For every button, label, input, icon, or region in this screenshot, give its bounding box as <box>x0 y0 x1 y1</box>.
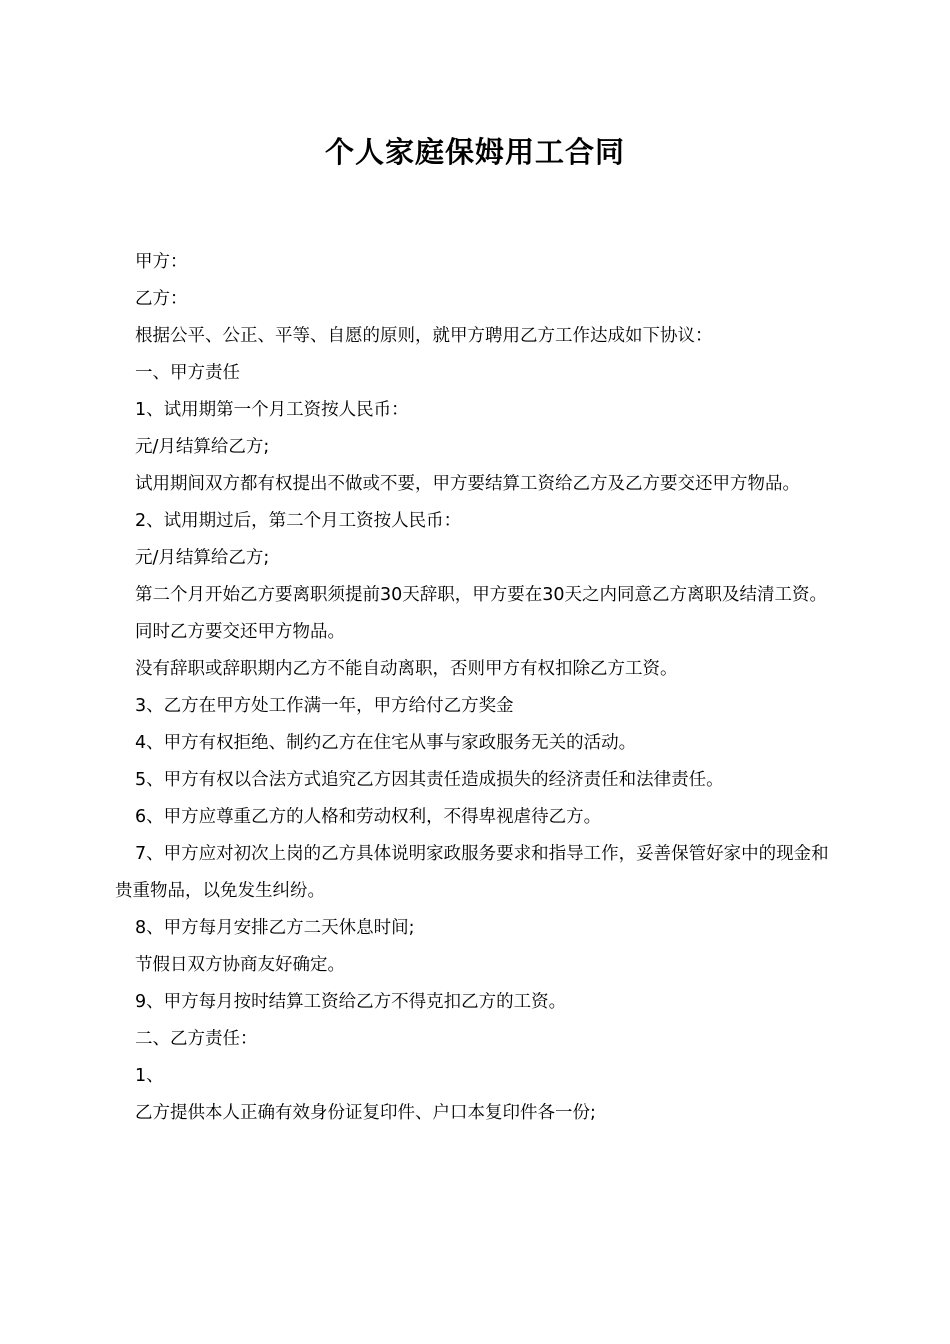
paragraph: 试用期间双方都有权提出不做或不要，甲方要结算工资给乙方及乙方要交还甲方物品。 <box>135 474 800 494</box>
paragraph: 同时乙方要交还甲方物品。 <box>135 622 345 642</box>
paragraph-party-b: 乙方： <box>135 289 188 309</box>
paragraph: 乙方提供本人正确有效身份证复印件、户口本复印件各一份; <box>135 1103 596 1123</box>
paragraph: 3、乙方在甲方处工作满一年，甲方给付乙方奖金 <box>135 696 514 716</box>
section-heading-party-a-duties: 一、甲方责任 <box>135 363 240 383</box>
paragraph: 2、试用期过后，第二个月工资按人民币： <box>135 511 462 531</box>
paragraph: 第二个月开始乙方要离职须提前30天辞职，甲方要在30天之内同意乙方离职及结清工资。 <box>135 585 828 605</box>
paragraph: 6、甲方应尊重乙方的人格和劳动权利，不得卑视虐待乙方。 <box>135 807 602 827</box>
paragraph: 节假日双方协商友好确定。 <box>135 955 345 975</box>
paragraph: 9、甲方每月按时结算工资给乙方不得克扣乙方的工资。 <box>135 992 567 1012</box>
paragraph: 1、试用期第一个月工资按人民币： <box>135 400 409 420</box>
document-body <box>115 244 837 1132</box>
paragraph-preamble: 根据公平、公正、平等、自愿的原则，就甲方聘用乙方工作达成如下协议： <box>135 326 713 346</box>
paragraph: 没有辞职或辞职期内乙方不能自动离职，否则甲方有权扣除乙方工资。 <box>135 659 678 679</box>
section-heading-party-b-duties: 二、乙方责任： <box>135 1029 258 1049</box>
paragraph: 8、甲方每月安排乙方二天休息时间; <box>135 918 415 938</box>
paragraph-party-a: 甲方： <box>135 252 188 272</box>
document-title: 个人家庭保姆用工合同 <box>324 135 625 169</box>
paragraph: 1、 <box>135 1066 164 1086</box>
paragraph: 4、甲方有权拒绝、制约乙方在住宅从事与家政服务无关的活动。 <box>135 733 637 753</box>
paragraph: 元/月结算给乙方; <box>135 437 270 457</box>
paragraph: 5、甲方有权以合法方式追究乙方因其责任造成损失的经济责任和法律责任。 <box>135 770 724 790</box>
paragraph: 元/月结算给乙方; <box>135 548 270 568</box>
paragraph: 7、甲方应对初次上岗的乙方具体说明家政服务要求和指导工作，妥善保管好家中的现金和贵重物品，以免发生纠纷。 <box>115 844 829 901</box>
